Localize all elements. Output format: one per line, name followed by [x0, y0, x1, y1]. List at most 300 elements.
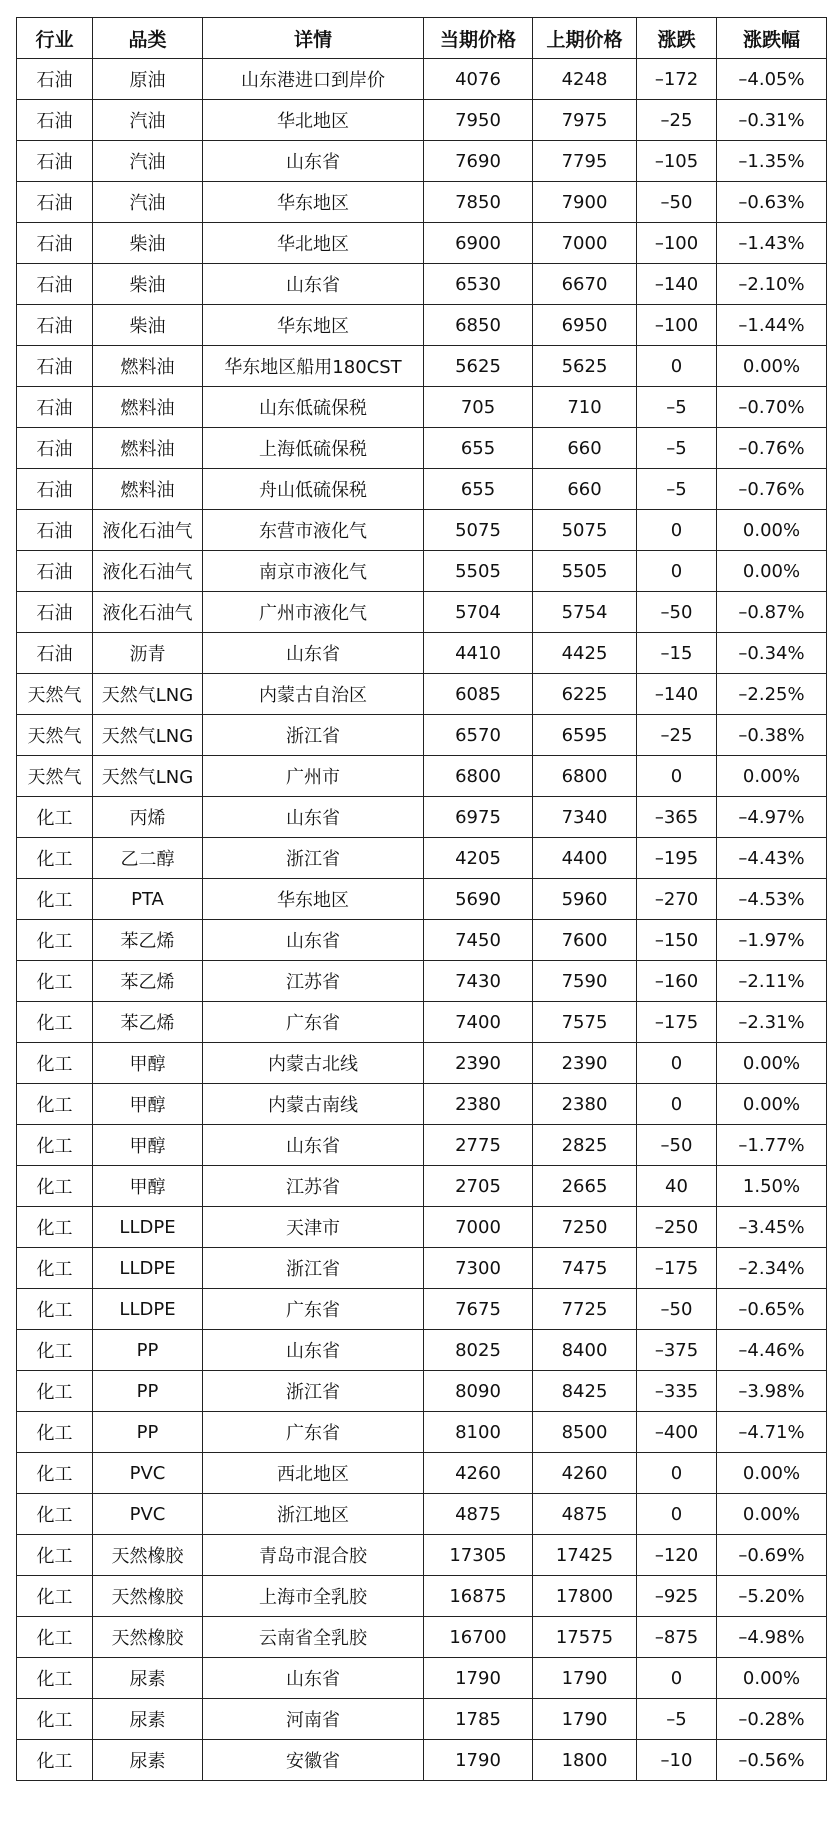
- cell-category: 柴油: [93, 264, 203, 305]
- cell-current-price: 1790: [424, 1658, 533, 1699]
- cell-category: 液化石油气: [93, 510, 203, 551]
- cell-category: LLDPE: [93, 1207, 203, 1248]
- cell-industry: 化工: [17, 1043, 93, 1084]
- table-row: [17, 715, 827, 756]
- table-row: [17, 879, 827, 920]
- cell-change-percent: –0.56%: [717, 1740, 827, 1781]
- table-row: [17, 510, 827, 551]
- cell-previous-price: 1790: [533, 1699, 637, 1740]
- cell-category: PP: [93, 1371, 203, 1412]
- cell-change-percent: –1.97%: [717, 920, 827, 961]
- table-row: [17, 838, 827, 879]
- cell-previous-price: 7725: [533, 1289, 637, 1330]
- cell-industry: 化工: [17, 1166, 93, 1207]
- cell-current-price: 2775: [424, 1125, 533, 1166]
- cell-change: –100: [637, 223, 717, 264]
- header-category: 品类: [93, 18, 203, 59]
- cell-category: 天然橡胶: [93, 1617, 203, 1658]
- cell-category: 乙二醇: [93, 838, 203, 879]
- cell-change-percent: –0.34%: [717, 633, 827, 674]
- cell-previous-price: 17575: [533, 1617, 637, 1658]
- cell-previous-price: 6670: [533, 264, 637, 305]
- table-row: [17, 1248, 827, 1289]
- cell-previous-price: 17425: [533, 1535, 637, 1576]
- cell-previous-price: 4875: [533, 1494, 637, 1535]
- cell-category: 尿素: [93, 1740, 203, 1781]
- cell-category: 天然气LNG: [93, 715, 203, 756]
- cell-previous-price: 7590: [533, 961, 637, 1002]
- cell-change-percent: –0.63%: [717, 182, 827, 223]
- cell-detail: 华北地区: [203, 100, 424, 141]
- cell-previous-price: 5625: [533, 346, 637, 387]
- price-table: [16, 17, 827, 1781]
- cell-change: –5: [637, 428, 717, 469]
- header-change-percent: 涨跌幅: [717, 18, 827, 59]
- cell-industry: 化工: [17, 920, 93, 961]
- cell-change: –25: [637, 100, 717, 141]
- cell-change-percent: –0.65%: [717, 1289, 827, 1330]
- cell-previous-price: 660: [533, 469, 637, 510]
- cell-detail: 广东省: [203, 1412, 424, 1453]
- cell-change-percent: 0.00%: [717, 551, 827, 592]
- cell-change-percent: 0.00%: [717, 346, 827, 387]
- cell-current-price: 6530: [424, 264, 533, 305]
- cell-change-percent: –0.38%: [717, 715, 827, 756]
- table-row: [17, 674, 827, 715]
- cell-change-percent: –1.44%: [717, 305, 827, 346]
- cell-detail: 内蒙古北线: [203, 1043, 424, 1084]
- cell-current-price: 6085: [424, 674, 533, 715]
- cell-change: –250: [637, 1207, 717, 1248]
- cell-detail: 青岛市混合胶: [203, 1535, 424, 1576]
- cell-current-price: 5625: [424, 346, 533, 387]
- cell-category: 原油: [93, 59, 203, 100]
- cell-change-percent: 0.00%: [717, 1658, 827, 1699]
- cell-change-percent: –5.20%: [717, 1576, 827, 1617]
- cell-category: 燃料油: [93, 428, 203, 469]
- header-industry: 行业: [17, 18, 93, 59]
- cell-detail: 山东省: [203, 1658, 424, 1699]
- cell-previous-price: 4260: [533, 1453, 637, 1494]
- cell-current-price: 4076: [424, 59, 533, 100]
- cell-industry: 石油: [17, 469, 93, 510]
- cell-change: –875: [637, 1617, 717, 1658]
- cell-industry: 石油: [17, 387, 93, 428]
- cell-current-price: 7450: [424, 920, 533, 961]
- cell-current-price: 705: [424, 387, 533, 428]
- cell-previous-price: 5075: [533, 510, 637, 551]
- cell-industry: 石油: [17, 633, 93, 674]
- cell-detail: 浙江省: [203, 1248, 424, 1289]
- cell-change: –400: [637, 1412, 717, 1453]
- cell-category: 汽油: [93, 141, 203, 182]
- cell-change: –172: [637, 59, 717, 100]
- cell-change: –195: [637, 838, 717, 879]
- cell-detail: 云南省全乳胶: [203, 1617, 424, 1658]
- cell-current-price: 6850: [424, 305, 533, 346]
- cell-industry: 化工: [17, 1289, 93, 1330]
- cell-change: –50: [637, 182, 717, 223]
- cell-category: PVC: [93, 1453, 203, 1494]
- table-row: [17, 1658, 827, 1699]
- cell-category: 燃料油: [93, 387, 203, 428]
- cell-change-percent: –0.76%: [717, 428, 827, 469]
- cell-industry: 化工: [17, 797, 93, 838]
- cell-industry: 石油: [17, 264, 93, 305]
- cell-industry: 化工: [17, 1248, 93, 1289]
- cell-current-price: 1790: [424, 1740, 533, 1781]
- cell-detail: 河南省: [203, 1699, 424, 1740]
- cell-category: 苯乙烯: [93, 920, 203, 961]
- cell-previous-price: 2665: [533, 1166, 637, 1207]
- cell-category: 燃料油: [93, 469, 203, 510]
- cell-detail: 广东省: [203, 1002, 424, 1043]
- cell-industry: 化工: [17, 838, 93, 879]
- cell-detail: 山东省: [203, 141, 424, 182]
- cell-previous-price: 17800: [533, 1576, 637, 1617]
- cell-detail: 江苏省: [203, 961, 424, 1002]
- cell-change: –100: [637, 305, 717, 346]
- table-row: [17, 633, 827, 674]
- cell-change: –175: [637, 1248, 717, 1289]
- cell-change: 0: [637, 346, 717, 387]
- cell-category: LLDPE: [93, 1248, 203, 1289]
- cell-category: PP: [93, 1330, 203, 1371]
- table-body: [17, 59, 827, 1781]
- table-row: [17, 264, 827, 305]
- cell-current-price: 8100: [424, 1412, 533, 1453]
- cell-industry: 石油: [17, 141, 93, 182]
- cell-change-percent: –1.77%: [717, 1125, 827, 1166]
- cell-category: PTA: [93, 879, 203, 920]
- table-row: [17, 1535, 827, 1576]
- cell-category: 苯乙烯: [93, 1002, 203, 1043]
- table-row: [17, 1043, 827, 1084]
- cell-current-price: 2390: [424, 1043, 533, 1084]
- cell-change-percent: 1.50%: [717, 1166, 827, 1207]
- cell-change: –335: [637, 1371, 717, 1412]
- table-header: [17, 18, 827, 59]
- cell-detail: 华东地区船用180CST: [203, 346, 424, 387]
- cell-industry: 天然气: [17, 674, 93, 715]
- cell-previous-price: 4248: [533, 59, 637, 100]
- cell-category: LLDPE: [93, 1289, 203, 1330]
- table-row: [17, 592, 827, 633]
- cell-detail: 东营市液化气: [203, 510, 424, 551]
- cell-change: 0: [637, 1084, 717, 1125]
- cell-previous-price: 2380: [533, 1084, 637, 1125]
- table-row: [17, 1617, 827, 1658]
- cell-industry: 天然气: [17, 756, 93, 797]
- cell-category: 尿素: [93, 1699, 203, 1740]
- cell-change: –175: [637, 1002, 717, 1043]
- cell-current-price: 5505: [424, 551, 533, 592]
- cell-change: –270: [637, 879, 717, 920]
- table-row: [17, 428, 827, 469]
- cell-change: –140: [637, 264, 717, 305]
- cell-current-price: 7950: [424, 100, 533, 141]
- cell-industry: 化工: [17, 1699, 93, 1740]
- cell-current-price: 17305: [424, 1535, 533, 1576]
- cell-previous-price: 7795: [533, 141, 637, 182]
- cell-current-price: 4205: [424, 838, 533, 879]
- cell-previous-price: 7340: [533, 797, 637, 838]
- table-row: [17, 1289, 827, 1330]
- header-previous-price: 上期价格: [533, 18, 637, 59]
- cell-change: –5: [637, 387, 717, 428]
- table-row: [17, 920, 827, 961]
- table-row: [17, 100, 827, 141]
- cell-change-percent: –2.25%: [717, 674, 827, 715]
- cell-detail: 华东地区: [203, 182, 424, 223]
- cell-category: 液化石油气: [93, 592, 203, 633]
- cell-detail: 天津市: [203, 1207, 424, 1248]
- cell-previous-price: 660: [533, 428, 637, 469]
- cell-change-percent: 0.00%: [717, 1453, 827, 1494]
- table-row: [17, 1371, 827, 1412]
- cell-current-price: 4260: [424, 1453, 533, 1494]
- cell-industry: 化工: [17, 1494, 93, 1535]
- cell-change: –50: [637, 592, 717, 633]
- cell-change-percent: 0.00%: [717, 756, 827, 797]
- cell-category: 甲醇: [93, 1084, 203, 1125]
- cell-detail: 山东省: [203, 797, 424, 838]
- cell-current-price: 7400: [424, 1002, 533, 1043]
- table-row: [17, 1125, 827, 1166]
- table-row: [17, 305, 827, 346]
- cell-category: 甲醇: [93, 1043, 203, 1084]
- cell-current-price: 6800: [424, 756, 533, 797]
- cell-change-percent: –0.70%: [717, 387, 827, 428]
- cell-current-price: 5690: [424, 879, 533, 920]
- cell-change: –15: [637, 633, 717, 674]
- cell-detail: 舟山低硫保税: [203, 469, 424, 510]
- cell-previous-price: 5754: [533, 592, 637, 633]
- cell-change-percent: –0.76%: [717, 469, 827, 510]
- cell-category: PVC: [93, 1494, 203, 1535]
- header-change: 涨跌: [637, 18, 717, 59]
- cell-current-price: 2705: [424, 1166, 533, 1207]
- table-row: [17, 346, 827, 387]
- cell-category: 甲醇: [93, 1125, 203, 1166]
- cell-change-percent: –3.45%: [717, 1207, 827, 1248]
- cell-change: –25: [637, 715, 717, 756]
- cell-industry: 天然气: [17, 715, 93, 756]
- cell-change: –105: [637, 141, 717, 182]
- cell-change: 0: [637, 1494, 717, 1535]
- cell-industry: 化工: [17, 879, 93, 920]
- cell-category: 液化石油气: [93, 551, 203, 592]
- cell-previous-price: 7900: [533, 182, 637, 223]
- table-row: [17, 1494, 827, 1535]
- cell-change-percent: 0.00%: [717, 1494, 827, 1535]
- cell-industry: 石油: [17, 182, 93, 223]
- cell-previous-price: 1800: [533, 1740, 637, 1781]
- cell-change: 0: [637, 1453, 717, 1494]
- cell-current-price: 16875: [424, 1576, 533, 1617]
- table-row: [17, 1166, 827, 1207]
- cell-industry: 石油: [17, 428, 93, 469]
- cell-detail: 江苏省: [203, 1166, 424, 1207]
- cell-industry: 石油: [17, 551, 93, 592]
- cell-current-price: 4410: [424, 633, 533, 674]
- cell-industry: 化工: [17, 1002, 93, 1043]
- table-row: [17, 1207, 827, 1248]
- table-row: [17, 1453, 827, 1494]
- header-current-price: 当期价格: [424, 18, 533, 59]
- cell-detail: 浙江省: [203, 1371, 424, 1412]
- table-row: [17, 223, 827, 264]
- table-row: [17, 469, 827, 510]
- cell-change: –150: [637, 920, 717, 961]
- cell-detail: 华北地区: [203, 223, 424, 264]
- cell-change-percent: –4.53%: [717, 879, 827, 920]
- cell-change: –120: [637, 1535, 717, 1576]
- cell-change: –160: [637, 961, 717, 1002]
- cell-current-price: 6570: [424, 715, 533, 756]
- cell-previous-price: 7250: [533, 1207, 637, 1248]
- cell-previous-price: 4425: [533, 633, 637, 674]
- cell-industry: 化工: [17, 1658, 93, 1699]
- cell-current-price: 7690: [424, 141, 533, 182]
- cell-category: 柴油: [93, 223, 203, 264]
- table-row: [17, 59, 827, 100]
- cell-change-percent: –1.43%: [717, 223, 827, 264]
- cell-previous-price: 5505: [533, 551, 637, 592]
- cell-current-price: 7850: [424, 182, 533, 223]
- cell-category: 甲醇: [93, 1166, 203, 1207]
- cell-industry: 化工: [17, 1330, 93, 1371]
- cell-current-price: 655: [424, 428, 533, 469]
- cell-change-percent: –0.31%: [717, 100, 827, 141]
- cell-detail: 西北地区: [203, 1453, 424, 1494]
- cell-detail: 广州市: [203, 756, 424, 797]
- cell-detail: 南京市液化气: [203, 551, 424, 592]
- cell-detail: 内蒙古自治区: [203, 674, 424, 715]
- cell-detail: 广东省: [203, 1289, 424, 1330]
- cell-change: 0: [637, 756, 717, 797]
- cell-category: 天然气LNG: [93, 674, 203, 715]
- header-row: [17, 18, 827, 59]
- cell-current-price: 4875: [424, 1494, 533, 1535]
- cell-industry: 化工: [17, 961, 93, 1002]
- cell-change: 0: [637, 1658, 717, 1699]
- cell-detail: 上海低硫保税: [203, 428, 424, 469]
- cell-current-price: 5075: [424, 510, 533, 551]
- cell-previous-price: 8500: [533, 1412, 637, 1453]
- cell-industry: 化工: [17, 1453, 93, 1494]
- table-row: [17, 1576, 827, 1617]
- cell-current-price: 7430: [424, 961, 533, 1002]
- cell-previous-price: 8425: [533, 1371, 637, 1412]
- cell-change-percent: 0.00%: [717, 1084, 827, 1125]
- table-row: [17, 1084, 827, 1125]
- cell-change-percent: –4.43%: [717, 838, 827, 879]
- table-row: [17, 551, 827, 592]
- cell-change-percent: –2.31%: [717, 1002, 827, 1043]
- cell-change-percent: –4.05%: [717, 59, 827, 100]
- cell-change-percent: –0.28%: [717, 1699, 827, 1740]
- cell-current-price: 16700: [424, 1617, 533, 1658]
- cell-industry: 化工: [17, 1412, 93, 1453]
- cell-change: –50: [637, 1125, 717, 1166]
- cell-detail: 华东地区: [203, 879, 424, 920]
- cell-previous-price: 7600: [533, 920, 637, 961]
- cell-industry: 化工: [17, 1207, 93, 1248]
- cell-previous-price: 6800: [533, 756, 637, 797]
- table-row: [17, 961, 827, 1002]
- cell-detail: 上海市全乳胶: [203, 1576, 424, 1617]
- cell-change: –925: [637, 1576, 717, 1617]
- cell-change-percent: 0.00%: [717, 510, 827, 551]
- table-row: [17, 1412, 827, 1453]
- cell-previous-price: 8400: [533, 1330, 637, 1371]
- cell-category: 汽油: [93, 182, 203, 223]
- table-row: [17, 1740, 827, 1781]
- cell-previous-price: 2825: [533, 1125, 637, 1166]
- cell-change: 0: [637, 510, 717, 551]
- cell-change-percent: –4.46%: [717, 1330, 827, 1371]
- cell-industry: 化工: [17, 1576, 93, 1617]
- cell-detail: 广州市液化气: [203, 592, 424, 633]
- cell-industry: 化工: [17, 1371, 93, 1412]
- cell-industry: 石油: [17, 100, 93, 141]
- cell-previous-price: 7975: [533, 100, 637, 141]
- cell-category: 天然橡胶: [93, 1535, 203, 1576]
- cell-industry: 化工: [17, 1084, 93, 1125]
- cell-change: –5: [637, 1699, 717, 1740]
- table-row: [17, 387, 827, 428]
- cell-change-percent: 0.00%: [717, 1043, 827, 1084]
- cell-industry: 石油: [17, 346, 93, 387]
- cell-detail: 内蒙古南线: [203, 1084, 424, 1125]
- cell-previous-price: 7575: [533, 1002, 637, 1043]
- cell-industry: 化工: [17, 1740, 93, 1781]
- cell-category: 天然气LNG: [93, 756, 203, 797]
- cell-detail: 山东省: [203, 264, 424, 305]
- table-row: [17, 1699, 827, 1740]
- cell-detail: 安徽省: [203, 1740, 424, 1781]
- cell-change: –375: [637, 1330, 717, 1371]
- table-row: [17, 1330, 827, 1371]
- cell-change-percent: –4.98%: [717, 1617, 827, 1658]
- cell-change: 0: [637, 1043, 717, 1084]
- cell-current-price: 6975: [424, 797, 533, 838]
- cell-change-percent: –2.34%: [717, 1248, 827, 1289]
- cell-change-percent: –4.71%: [717, 1412, 827, 1453]
- cell-previous-price: 2390: [533, 1043, 637, 1084]
- cell-change-percent: –2.10%: [717, 264, 827, 305]
- cell-current-price: 7000: [424, 1207, 533, 1248]
- cell-category: 沥青: [93, 633, 203, 674]
- table-row: [17, 756, 827, 797]
- cell-category: 尿素: [93, 1658, 203, 1699]
- cell-current-price: 1785: [424, 1699, 533, 1740]
- cell-category: 燃料油: [93, 346, 203, 387]
- table-row: [17, 141, 827, 182]
- cell-change: –140: [637, 674, 717, 715]
- cell-change: –10: [637, 1740, 717, 1781]
- cell-current-price: 2380: [424, 1084, 533, 1125]
- cell-previous-price: 7475: [533, 1248, 637, 1289]
- cell-change: –365: [637, 797, 717, 838]
- cell-change-percent: –0.87%: [717, 592, 827, 633]
- cell-detail: 山东省: [203, 1125, 424, 1166]
- cell-change: –50: [637, 1289, 717, 1330]
- cell-industry: 化工: [17, 1617, 93, 1658]
- cell-previous-price: 6225: [533, 674, 637, 715]
- cell-previous-price: 710: [533, 387, 637, 428]
